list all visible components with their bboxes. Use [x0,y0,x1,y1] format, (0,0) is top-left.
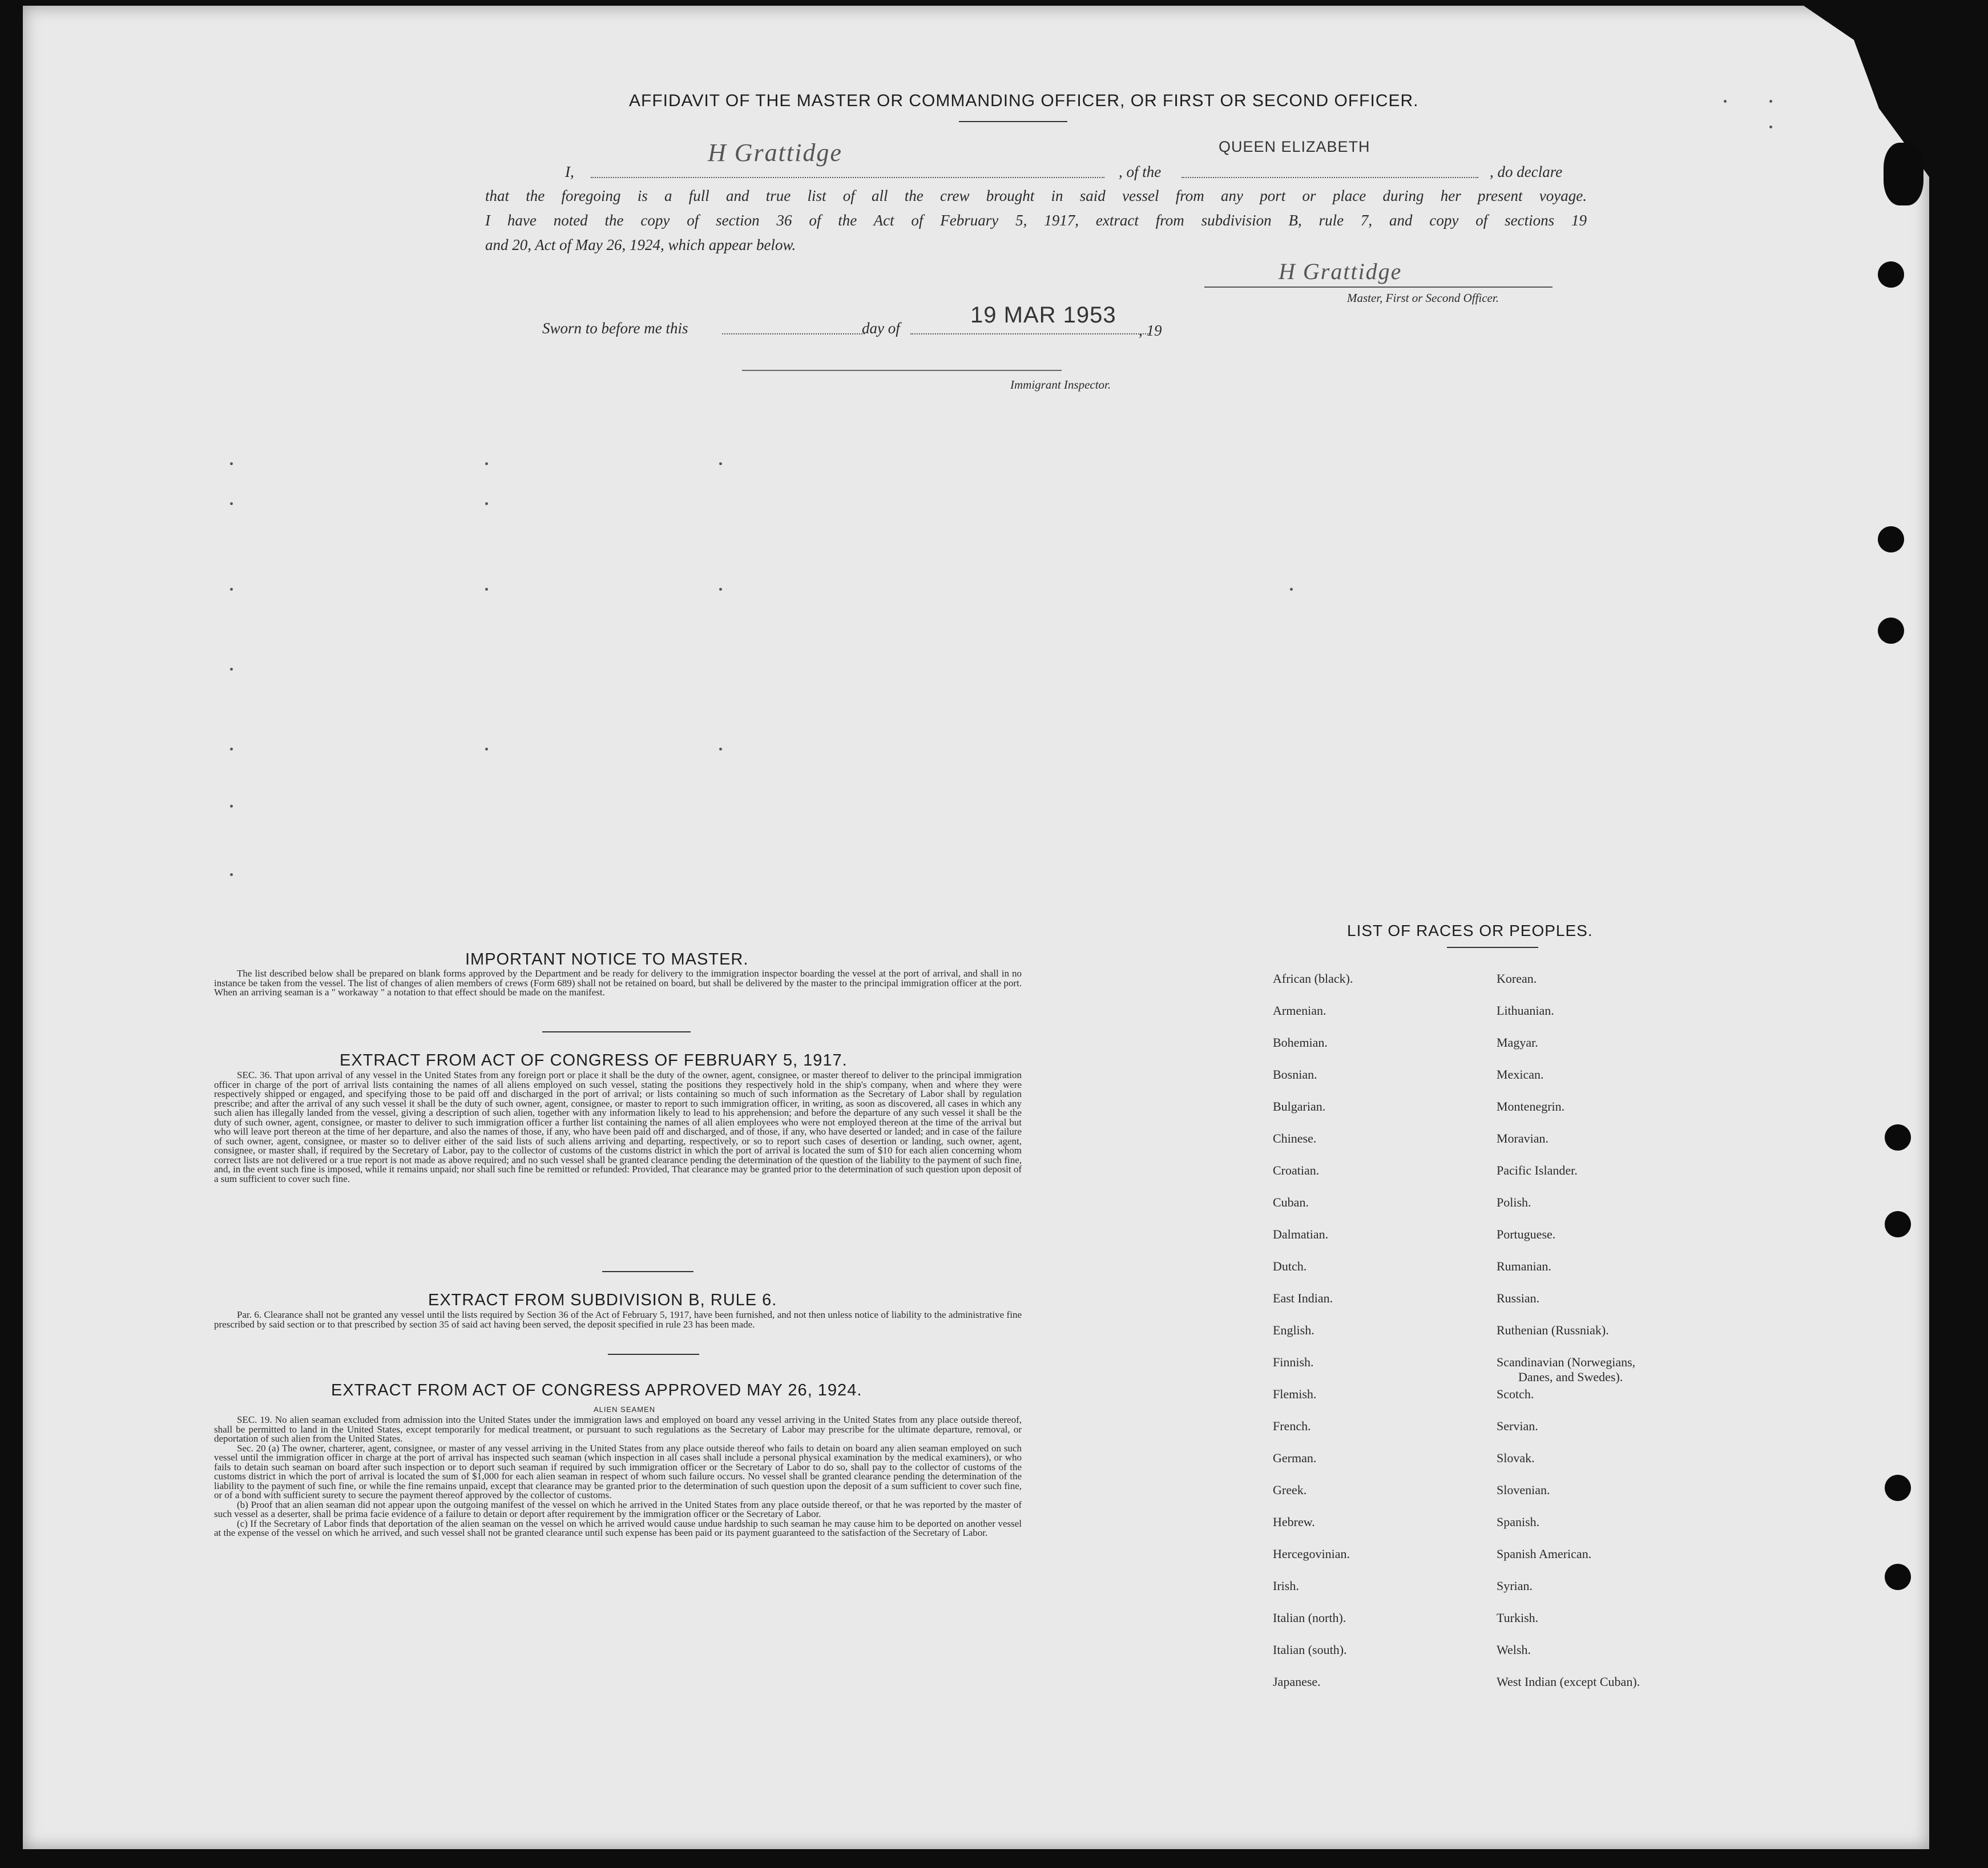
race-item: Servian. [1497,1419,1538,1433]
subdivision-body [214,1310,1022,1329]
extract-1924-body [214,1415,1022,1538]
race-item: Turkish. [1497,1611,1539,1625]
race-item: West Indian (except Cuban). [1497,1675,1640,1689]
document-page [23,6,1929,1849]
race-item: Slovenian. [1497,1483,1550,1497]
race-item: Dalmatian. [1273,1227,1329,1241]
affidavit-of-the: , of the [1119,163,1162,180]
race-item: Lithuanian. [1497,1003,1554,1018]
affidavit-body-line-3: and 20, Act of May 26, 1924, which appear below. [485,236,796,253]
race-item: Japanese. [1273,1675,1321,1689]
sworn-day-of: day of [862,320,900,337]
race-item: Polish. [1497,1195,1531,1209]
notice-body [214,969,1022,998]
sworn-label: Sworn to before me this [542,320,688,337]
race-item: African (black). [1273,971,1353,986]
race-item: Rumanian. [1497,1259,1551,1273]
race-item: Russian. [1497,1291,1540,1305]
race-item: French. [1273,1419,1311,1433]
notice-divider [542,1031,691,1032]
vessel-name-field [1181,160,1478,178]
affidavit-body-line-2: I have noted the copy of section 36 of the Act of February 5, 1917, extract from subdivision B, rule 7, and copy of sections 19 [485,212,1587,229]
punch-hole [1885,1564,1911,1590]
inspector-signature-line [742,370,1062,371]
sec20a-paragraph: Sec. 20 (a) The owner, charterer, agent, consignee, or master of any vessel arriving in the United States from any place outside thereof who fails to detain on board any alien seaman employed on such vessel until the immigration officer in charge at the port of arrival has inspected such seaman (which inspection in all cases shall include a personal physical examination by the medical examiners), or who fails to detain such seaman on board after such inspection or to deport such seaman if required by such immigration officer or the Secretary of Labor to do so, shall pay to the collector of customs of the customs district in which the port of arrival is located the sum of $1,000 for each alien seaman in respect of whom such failure occurs. No vessel shall be granted clearance pending the determination of the liability to the payment of such fine, or while the fine remains unpaid, except that clearance may be granted prior to the determination of such question upon the deposit of a sum sufficient to cover such fine, or of a bond with sufficient surety to secure the payment thereof approved by the collector of customs. [214,1442,1022,1500]
race-item: Portuguese. [1497,1227,1556,1241]
punch-hole [1885,1211,1911,1237]
master-signature-caption: Master, First or Second Officer. [1347,291,1499,305]
race-item: East Indian. [1273,1291,1333,1305]
extract-1917-paragraph: SEC. 36. That upon arrival of any vessel in the United States from any foreign port or place it shall be the duty of the owner, agent, consignee, or master thereof to deliver to the principal immigration officer in charge of the port of arrival lists containing the names of all aliens employed on such vessel, stating the positions they respectively hold in the ship's company, when and where they were respectively shipped or engaged, and specifying those to be paid off and discharged in the port of arrival; or lists containing so much of such information as the Secretary of Labor shall by regulation prescribe; and after the arrival of any such vessel it shall be the duty of such owner, agent, consignee, or master to report to such immigration officer, in writing, as soon as discovered, all cases in which any such alien has illegally landed from the vessel, giving a description of such alien, together with any information likely to lead to his apprehension; and before the departure of any such vessel it shall be the duty of such owner, agent, consignee, or master to deliver to such immigration officer a further list containing the names of all alien employees who were not employed thereon at the time of the arrival but who will leave port thereon at the time of her departure, and also the names of those, if any, who have been paid off and discharged, and of those, if any, who have deserted or landed; and in case of the failure of such owner, agent, consignee, or master so to deliver either of the said lists of such aliens arriving and departing, respectively, or so to report such cases of desertion or landing, such owner, agent, consignee, or master shall, if required by the Secretary of Labor, pay to the collector of customs of the customs district in which the port of arrival is located the sum of $10 for each alien concerning whom correct lists are not delivered or a true report is not made as above required; and no such vessel shall be granted clearance pending the determination of the question of the liability to the payment of such fine, and, in the event such fine is imposed, while it remains unpaid; nor shall such fine be remitted or refunded: Provided, That clearance may be granted prior to the determination of such question upon deposit of a sum sufficient to cover such fine. [214,1070,1022,1184]
race-item: German. [1273,1451,1317,1465]
sworn-year: , 19 [1139,322,1162,339]
race-item: Chinese. [1273,1131,1317,1145]
punch-hole [1878,526,1904,552]
affidavit-body-line-1: that the foregoing is a full and true list of all the crew brought in said vessel from any port or place during her present voyage. [485,187,1587,204]
subdivision-title: EXTRACT FROM SUBDIVISION B, RULE 6. [428,1291,777,1309]
notice-title: IMPORTANT NOTICE TO MASTER. [465,950,749,969]
race-item: Scotch. [1497,1387,1534,1401]
race-item: Finnish. [1273,1355,1314,1369]
race-item: Slovak. [1497,1451,1535,1465]
race-item: Korean. [1497,971,1537,986]
extract-1924-title: EXTRACT FROM ACT OF CONGRESS APPROVED MAY 26, 1924. [331,1381,862,1399]
race-item: English. [1273,1323,1314,1337]
race-item: Syrian. [1497,1579,1533,1593]
race-item: Welsh. [1497,1643,1531,1657]
race-item: Hebrew. [1273,1515,1315,1529]
extract-1917-title: EXTRACT FROM ACT OF CONGRESS OF FEBRUARY 5, 1917. [340,1051,848,1070]
race-item: Bosnian. [1273,1067,1317,1082]
extract-1917-divider [602,1271,693,1272]
race-item: Pacific Islander. [1497,1163,1578,1177]
races-divider [1447,947,1538,948]
race-item: Mexican. [1497,1067,1544,1082]
race-item: Cuban. [1273,1195,1309,1209]
master-signature-1: H Grattidge [708,139,842,167]
race-item: Ruthenian (Russniak). [1497,1323,1609,1337]
race-item: Spanish. [1497,1515,1540,1529]
race-item: Greek. [1273,1483,1307,1497]
race-item: Bulgarian. [1273,1099,1326,1113]
punch-hole [1878,618,1904,644]
race-item: Spanish American. [1497,1547,1592,1561]
race-item: Scandinavian (Norwegians, [1497,1355,1636,1369]
race-item: Magyar. [1497,1035,1538,1050]
punch-hole [1885,1124,1911,1151]
extract-1917-body [214,1071,1022,1184]
notice-paragraph: The list described below shall be prepared on blank forms approved by the Department and be ready for delivery to the immigration inspector boarding the vessel at the port of arrival, and shall in no instance be taken from the vessel. The list of changes of alien members of crews (Form 689) shall not be retained on board, but shall be delivered by the master to the principal immigration officer at the port. When an arriving seaman is a " workaway " a notation to that effect should be made on the manifest. [214,968,1022,998]
race-item-continued: Danes, and Swedes). [1518,1370,1623,1384]
sec19-paragraph: SEC. 19. No alien seaman excluded from admission into the United States under the immigration laws and employed on board any vessel arriving in the United States from any place outside thereof, shall be permitted to land in the United States, except temporarily for medical treatment, or pursuant to such regulations as the Secretary of Labor may prescribe for the ultimate departure, removal, or deportation of such alien from the United States. [214,1414,1022,1444]
title-underline [959,121,1067,122]
sworn-date-stamp: 19 MAR 1953 [970,302,1116,328]
master-signature-2: H Grattidge [1279,259,1402,284]
subdivision-divider [608,1354,699,1355]
race-item: Bohemian. [1273,1035,1328,1050]
vessel-name: QUEEN ELIZABETH [1219,138,1370,155]
master-signature-line [1204,287,1553,288]
race-item: Hercegovinian. [1273,1547,1350,1561]
race-item: Italian (north). [1273,1611,1346,1625]
race-item: Flemish. [1273,1387,1317,1401]
race-item: Armenian. [1273,1003,1326,1018]
race-item: Irish. [1273,1579,1299,1593]
race-item: Croatian. [1273,1163,1320,1177]
punch-hole [1878,261,1904,288]
race-item: Dutch. [1273,1259,1307,1273]
sec20c-paragraph: (c) If the Secretary of Labor finds that deportation of the alien seaman on the vessel on which he arrived would cause undue hardship to such seaman he may cause him to be deported on another vessel at the expense of the vessel on which he arrived, and such vessel shall not be granted clearance until such expense has been paid or its payment guaranteed to the satisfaction of the Secretary of Labor. [214,1518,1022,1538]
affidavit-do-declare: , do declare [1490,163,1563,180]
race-item: Montenegrin. [1497,1099,1565,1113]
ink-blot [1884,143,1924,205]
sec20b-paragraph: (b) Proof that an alien seaman did not appear upon the outgoing manifest of the vessel on which he arrived in the United States from any place outside thereof, or that he was reported by the master of such vessel as a deserter, shall be prima facie evidence of a failure to detain or deport after requirement by the immigration officer or the Secretary of Labor. [214,1499,1022,1519]
extract-1924-subtitle: ALIEN SEAMEN [594,1405,656,1414]
race-item: Moravian. [1497,1131,1549,1145]
sworn-day-field [722,321,865,334]
affidavit-i: I, [565,163,574,180]
races-title: LIST OF RACES OR PEOPLES. [1347,922,1593,939]
inspector-caption: Immigrant Inspector. [1010,378,1111,392]
subdivision-paragraph: Par. 6. Clearance shall not be granted any vessel until the lists required by Section 36 of the Act of February 5, 1917, have been furnished, and not then unless notice of liability to the administrative fine prescribed by said section or to that prescribed by section 35 of said act having been served, the deposit specified in rule 23 has been made. [214,1309,1022,1330]
punch-hole [1885,1475,1911,1501]
master-name-field [591,160,1104,178]
race-item: Italian (south). [1273,1643,1347,1657]
affidavit-title: AFFIDAVIT OF THE MASTER OR COMMANDING OFFICER, OR FIRST OR SECOND OFFICER. [629,91,1419,110]
